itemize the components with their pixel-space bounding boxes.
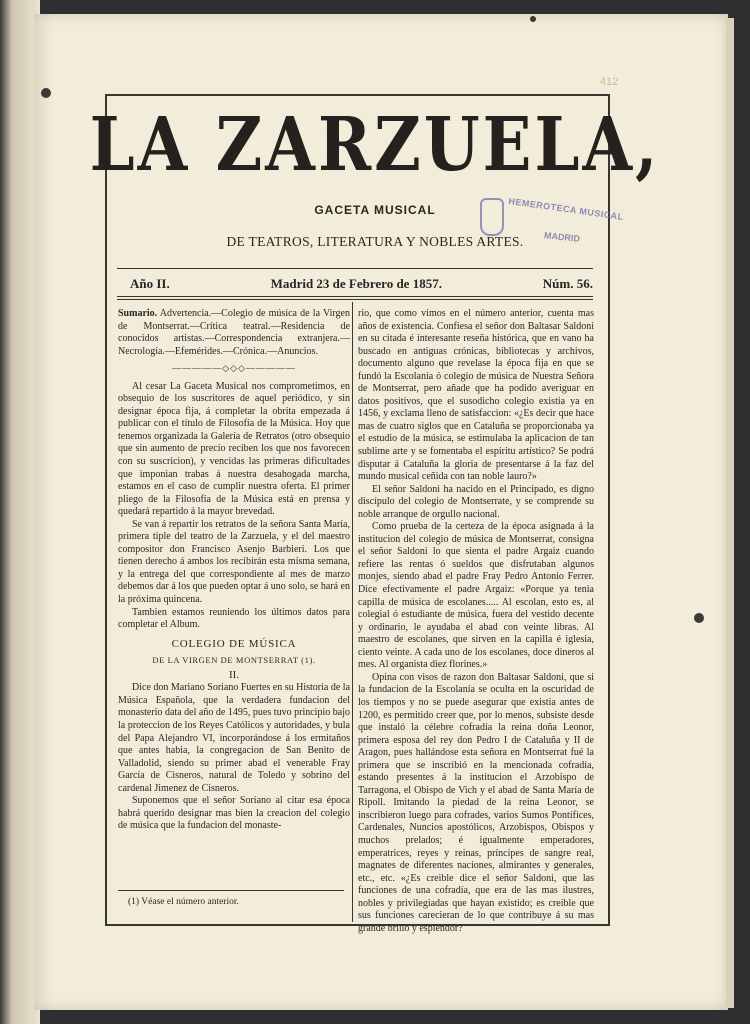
ornament-divider: —————◇◇◇————— — [172, 363, 296, 374]
paragraph: El señor Saldoni ha nacido en el Principado, es digno discípulo del colegio de Montserrate, y se comprende su noble arranque de orgullo nacional. — [358, 483, 594, 520]
summary-label: Sumario. — [118, 308, 158, 319]
masthead-title: LA ZARZUELA, — [89, 102, 661, 189]
issue-date: Madrid 23 de Febrero de 1857. — [270, 276, 442, 291]
masthead-tagline: DE TEATROS, LITERATURA Y NOBLES ARTES. — [226, 234, 524, 249]
library-stamp — [478, 196, 628, 256]
left-column — [118, 308, 350, 898]
section-title: COLEGIO DE MÚSICA — [171, 637, 297, 650]
paragraph: Al cesar La Gaceta Musical nos comprometimos, en obsequio de los suscritores de aquel periódico, y sin designar época fija, á completar la obrita empezada á publicar con el título de Filosofía de la Música. Hoy que tenemos organizada la Galería de Retratos (otro obsequio que sin aumento de precio reciben los que nos favorecen con su suscricion), y vencidas las primeras dificultades que imponian trabas á nuestra desahogada marcha, estamos en el caso de cumplir nuestra oferta. El primer pliego de la Filosofía de la Música está en prensa y quedará repartido á la mayor brevedad. — [118, 380, 350, 518]
right-column — [358, 308, 594, 934]
binding-hole — [530, 16, 536, 22]
paragraph: Como prueba de la certeza de la época asignada á la institucion del colegio de música de Montserrat, consigna el señor Saldoni lo que sienta el padre Argaiz cuando refiere las rentas ó sueldos que disfrutaban algunos monjes, siendo abad el padre Fray Pedro Antonio Ferrer. Dice efectivamente el padre Argaiz: «Porque ya tenia capilla de música de escolanes..... Al escolan, esto es, al colegial ó estudiante de música, fuera del vestido decente y ordinario, le ayudaba el abad con veinte libras. Al maestro de escolanes, que sirven en la capilla é iglesia, ciento veinte. A cada uno de los escolanes, doce dineros al mes. Al organista diez florines.» — [358, 521, 594, 671]
stamp-line-2: MADRID — [543, 230, 581, 244]
section-subtitle: DE LA VIRGEN DE MONTSERRAT (1). — [152, 655, 316, 666]
summary — [118, 308, 350, 358]
column-divider — [352, 302, 353, 922]
dateline-rule-top — [117, 268, 593, 269]
issue-year: Año II. — [130, 276, 170, 291]
paragraph: Opina con visos de razon don Baltasar Saldoni, que si la fundacion de la Escolanía se oculta en la oscuridad de los tiempos y no se puede asegurar que existia antes de 1200, es permitido creer que, por lo menos, subsiste desde que instaló la célebre cofradía la reina doña Leonor, primera esposa del rey don Pedro I de Cataluña y II de Aragon, pues hallándose esta señora en Montserrat fué la primera que se inscribió en la mencionada cofradía, estando presentes á la institucion el Arzobispo de Tarragona, el Obispo de Vich y el abad de Santa María de Ripoll. Imitando la piedad de la reina Leonor, se inscribieron luego para cofrades, varios Sumos Pontífices, Cardenales, Nuncios apostólicos, Arzobispos, Obispos y muchos prelados; é igualmente emperadores, emperatrices, reyes y reinas, príncipes de sangre real, magnates de diferentes naciones, almirantes y generales, etc., etc. «¿Es creible dice el señor Saldoni, que las funciones de una cofradía, que era de las mas ilustres, nobles y privilegiadas que hayan existido; es creible que sus funciones carecieran de lo que contribuye á su mas grande brillo y esplendor? — [358, 671, 594, 934]
footnote: (1) Véase el número anterior. — [128, 897, 239, 907]
paragraph: Tambien estamos reuniendo los últimos datos para completar el Album. — [118, 606, 350, 631]
binding-hole — [694, 613, 704, 623]
summary-text: Advertencia.—Colegio de música de la Virgen de Montserrat.—Crítica teatral.—Residencia de conocidos artistas.—Correspondencia extranjera.—Necrología.—Efemérides.—Crónica.—Anuncios. — [118, 308, 350, 357]
crest-icon — [480, 198, 504, 236]
stamp-line-1: HEMEROTECA MUSICAL — [507, 195, 625, 223]
pencil-mark: 412 — [600, 76, 619, 88]
section-number: II. — [228, 668, 240, 681]
issue-number: Núm. 56. — [542, 276, 593, 291]
footnote-rule — [118, 890, 344, 891]
dateline — [130, 276, 593, 292]
masthead-subtitle: GACETA MUSICAL — [314, 203, 436, 217]
paragraph: Se van á repartir los retratos de la señora Santa María, primera tiple del teatro de la Zarzuela, y el del maestro compositor don Francisco Asenjo Barbieri. Los que tienen derecho á ambos los recibirán esta misma semana, y la entrega del que correspondiente al mes de marzo debemos dar á los que pueden optar á uno solo, se hará en la próxima quincena. — [118, 518, 350, 606]
paragraph: Suponemos que el señor Soriano al citar esa época habrá querido designar mas bien la creacion del colegio de música que la fundacion del monaste- — [118, 795, 350, 832]
dateline-rule-thin — [117, 299, 593, 300]
paragraph: rio, que como vimos en el número anterior, cuenta mas años de existencia. Confiesa el señor don Baltasar Saldoni en su citada é interesante reseña histórica, que en vano ha buscado en antiguas crónicas, bibliotecas y archivos, documento alguno que revelase la época fija en que se fundó la Escolanía ó colegio de música de Nuestra Señora de Montserrat, pero añade que ha podido averiguar en datos positivos, que el susodicho colegio existia ya en 1456, y exclama lleno de satisfaccion: «¿Es decir que hace mas de cuatro siglos que en Cataluña se proporcionaba ya el estudio de la música, se estimulaba la aplicacion de tan sublime arte y se fomentaba el espíritu artístico? Se podrá disputar á Cataluña la gloria de presentarse á la faz del mundo musical ceñida con tan noble lauro?» — [358, 308, 594, 483]
binding-hole — [41, 88, 51, 98]
dateline-rule-bottom — [117, 296, 593, 297]
paragraph: Dice don Mariano Soriano Fuertes en su Historia de la Música Española, que la verdadera fundacion del monasterio data del año de 1495, pues tuvo principio bajo la proteccion de los Reyes Católicos y autoridades, y bula del Papa Alejandro VI, incorporándose á los ermitaños que antes habia, la congregacion de San Benito de Valladolid, siendo su primer abad el venerable Fray García de Cisneros, natural de Toledo y sobrino del cardenal Jimenez de Cisneros. — [118, 682, 351, 794]
